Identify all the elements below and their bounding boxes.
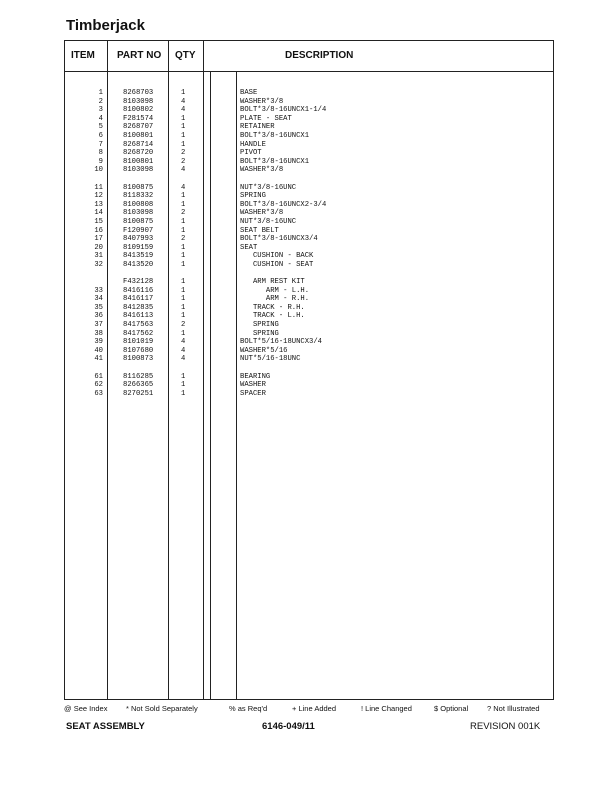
item-number: 32 <box>94 260 103 269</box>
part-number: 8412835 <box>123 303 154 312</box>
part-number: 8416116 <box>123 286 154 295</box>
description: ARM REST KIT <box>240 278 305 287</box>
part-number: 8100808 <box>123 200 154 209</box>
parts-table <box>64 40 554 700</box>
quantity: 4 <box>181 166 186 175</box>
header-part-no: PART NO <box>117 50 162 61</box>
description: CUSHION - BACK <box>240 252 314 261</box>
quantity: 1 <box>181 303 186 312</box>
part-number: 8268703 <box>123 89 154 97</box>
table-row <box>65 132 553 141</box>
part-number: 8268714 <box>123 140 154 149</box>
part-number: 8100801 <box>123 131 154 140</box>
description: NUT*5/16-18UNC <box>240 355 301 364</box>
part-number: 8270251 <box>123 389 154 398</box>
table-row <box>65 278 553 287</box>
description: BOLT*3/8-16UNCX1 <box>240 131 310 140</box>
item-number: 4 <box>98 114 103 123</box>
assembly-name: SEAT ASSEMBLY <box>66 721 145 732</box>
description: BOLT*3/8-16UNCX1 <box>240 157 310 166</box>
legend-optional: $ Optional <box>434 704 469 713</box>
table-row <box>65 347 553 356</box>
item-number: 10 <box>94 166 103 175</box>
header-qty: QTY <box>175 50 196 61</box>
item-number: 5 <box>98 123 103 132</box>
quantity: 4 <box>181 346 186 355</box>
item-number: 16 <box>94 226 103 235</box>
quantity: 1 <box>181 312 186 321</box>
document-number: 6146-049/11 <box>262 721 315 732</box>
quantity: 2 <box>181 321 186 330</box>
table-row <box>65 149 553 158</box>
description: BOLT*3/8-16UNCX3/4 <box>240 235 318 244</box>
quantity: 1 <box>181 295 186 304</box>
quantity: 1 <box>181 192 186 201</box>
quantity: 1 <box>181 89 186 97</box>
description: TRACK - R.H. <box>240 303 305 312</box>
item-number: 7 <box>98 140 103 149</box>
description: SPRING <box>240 329 279 338</box>
row-spacer <box>65 175 553 184</box>
item-number: 17 <box>94 235 103 244</box>
item-number: 61 <box>94 372 103 381</box>
item-number: 38 <box>94 329 103 338</box>
description: NUT*3/8-16UNC <box>240 183 297 192</box>
quantity: 2 <box>181 157 186 166</box>
description: PLATE - SEAT <box>240 114 292 123</box>
table-row <box>65 106 553 115</box>
quantity: 4 <box>181 97 186 106</box>
item-number: 20 <box>94 243 103 252</box>
description: RETAINER <box>240 123 275 132</box>
table-row <box>65 355 553 364</box>
item-number: 1 <box>98 89 103 97</box>
part-number: 8268720 <box>123 149 154 158</box>
description: BEARING <box>240 372 271 381</box>
table-row <box>65 235 553 244</box>
legend-not-illustrated: ? Not Illustrated <box>487 704 540 713</box>
table-row <box>65 252 553 261</box>
quantity: 2 <box>181 209 186 218</box>
table-row <box>65 338 553 347</box>
description: CUSHION - SEAT <box>240 260 314 269</box>
quantity: 1 <box>181 114 186 123</box>
part-number: 8417563 <box>123 321 154 330</box>
legend-see-index: @ See Index <box>64 704 108 713</box>
header-description: DESCRIPTION <box>285 50 354 61</box>
quantity: 1 <box>181 243 186 252</box>
item-number: 14 <box>94 209 103 218</box>
item-number: 11 <box>94 183 103 192</box>
quantity: 4 <box>181 183 186 192</box>
description: PIVOT <box>240 149 262 158</box>
table-row <box>65 373 553 382</box>
table-row <box>65 312 553 321</box>
part-number: 8118332 <box>123 192 154 201</box>
row-spacer <box>65 364 553 373</box>
part-number: F281574 <box>123 114 154 123</box>
item-number: 63 <box>94 389 103 398</box>
description: SEAT <box>240 243 258 252</box>
table-row <box>65 287 553 296</box>
part-number: 8100875 <box>123 217 154 226</box>
item-number: 6 <box>98 131 103 140</box>
description: SPRING <box>240 192 266 201</box>
quantity: 1 <box>181 381 186 390</box>
description: WASHER*3/8 <box>240 97 284 106</box>
part-number: 8116285 <box>123 372 154 381</box>
part-number: 8268707 <box>123 123 154 132</box>
description: BOLT*3/8-16UNCX1-1/4 <box>240 106 327 115</box>
table-row <box>65 201 553 210</box>
table-row <box>65 227 553 236</box>
table-row <box>65 192 553 201</box>
quantity: 1 <box>181 372 186 381</box>
table-row <box>65 98 553 107</box>
table-row <box>65 115 553 124</box>
quantity: 1 <box>181 123 186 132</box>
part-number: 8103098 <box>123 209 154 218</box>
item-number: 39 <box>94 338 103 347</box>
item-number: 12 <box>94 192 103 201</box>
item-number: 9 <box>98 157 103 166</box>
description: BASE <box>240 89 258 97</box>
table-row <box>65 244 553 253</box>
quantity: 1 <box>181 278 186 287</box>
description: WASHER*3/8 <box>240 166 284 175</box>
part-number: 8100875 <box>123 183 154 192</box>
table-row <box>65 123 553 132</box>
legend-not-sold-separately: * Not Sold Separately <box>126 704 198 713</box>
part-number: 8100873 <box>123 355 154 364</box>
table-row <box>65 218 553 227</box>
table-body <box>65 89 553 398</box>
part-number: 8417562 <box>123 329 154 338</box>
item-number: 34 <box>94 295 103 304</box>
description: WASHER*5/16 <box>240 346 288 355</box>
part-number: 8107680 <box>123 346 154 355</box>
table-row <box>65 89 553 98</box>
quantity: 2 <box>181 149 186 158</box>
part-number: 8101019 <box>123 338 154 347</box>
description: NUT*3/8-16UNC <box>240 217 297 226</box>
part-number: 8109159 <box>123 243 154 252</box>
part-number: 8103098 <box>123 166 154 175</box>
table-row <box>65 321 553 330</box>
part-number: 8100802 <box>123 106 154 115</box>
description: BOLT*5/16-18UNCX3/4 <box>240 338 322 347</box>
item-number: 36 <box>94 312 103 321</box>
quantity: 1 <box>181 200 186 209</box>
description: BOLT*3/8-16UNCX2-3/4 <box>240 200 327 209</box>
description: WASHER <box>240 381 266 390</box>
description: SEAT BELT <box>240 226 279 235</box>
table-row <box>65 158 553 167</box>
quantity: 1 <box>181 217 186 226</box>
part-number: 8407993 <box>123 235 154 244</box>
item-number: 62 <box>94 381 103 390</box>
description: SPRING <box>240 321 279 330</box>
quantity: 1 <box>181 286 186 295</box>
table-row <box>65 381 553 390</box>
item-number: 15 <box>94 217 103 226</box>
quantity: 1 <box>181 260 186 269</box>
header-item: ITEM <box>71 50 95 61</box>
item-number: 40 <box>94 346 103 355</box>
legend-line-added: + Line Added <box>292 704 337 713</box>
table-row <box>65 209 553 218</box>
table-row <box>65 304 553 313</box>
part-number: F432128 <box>123 278 154 287</box>
table-row <box>65 330 553 339</box>
part-number: 8416117 <box>123 295 154 304</box>
item-number: 3 <box>98 106 103 115</box>
description: WASHER*3/8 <box>240 209 284 218</box>
description: HANDLE <box>240 140 266 149</box>
part-number: 8266365 <box>123 381 154 390</box>
item-number: 13 <box>94 200 103 209</box>
table-row <box>65 261 553 270</box>
item-number: 41 <box>94 355 103 364</box>
table-header <box>65 41 553 72</box>
quantity: 1 <box>181 329 186 338</box>
quantity: 1 <box>181 131 186 140</box>
quantity: 2 <box>181 235 186 244</box>
description: ARM - R.H. <box>240 295 310 304</box>
quantity: 4 <box>181 338 186 347</box>
description: TRACK - L.H. <box>240 312 305 321</box>
legend-line-changed: ! Line Changed <box>361 704 412 713</box>
description: ARM - L.H. <box>240 286 310 295</box>
quantity: 1 <box>181 140 186 149</box>
part-number: 8100801 <box>123 157 154 166</box>
part-number: 8103098 <box>123 97 154 106</box>
part-number: 8413520 <box>123 260 154 269</box>
part-number: F120907 <box>123 226 154 235</box>
table-row <box>65 184 553 193</box>
legend-as-reqd: % as Req'd <box>229 704 268 713</box>
item-number: 8 <box>98 149 103 158</box>
item-number: 37 <box>94 321 103 330</box>
description: SPACER <box>240 389 266 398</box>
part-number: 8416113 <box>123 312 154 321</box>
quantity: 1 <box>181 252 186 261</box>
quantity: 4 <box>181 106 186 115</box>
table-row <box>65 390 553 399</box>
revision-label: REVISION 001K <box>470 721 541 732</box>
table-row <box>65 295 553 304</box>
item-number: 2 <box>98 97 103 106</box>
quantity: 4 <box>181 355 186 364</box>
table-row <box>65 166 553 175</box>
item-number: 35 <box>94 303 103 312</box>
quantity: 1 <box>181 226 186 235</box>
item-number: 33 <box>94 286 103 295</box>
table-row <box>65 141 553 150</box>
item-number: 31 <box>94 252 103 261</box>
row-spacer <box>65 269 553 278</box>
brand-title: Timberjack <box>66 17 145 34</box>
part-number: 8413519 <box>123 252 154 261</box>
quantity: 1 <box>181 389 186 398</box>
